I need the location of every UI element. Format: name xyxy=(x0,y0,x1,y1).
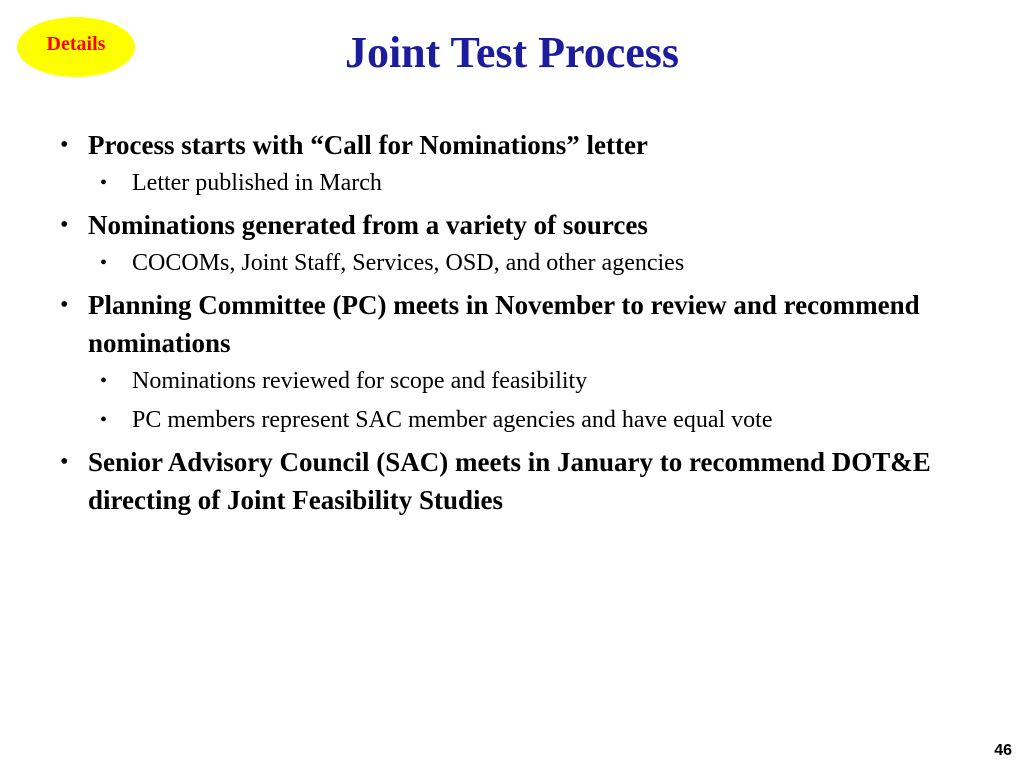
bullet-dot-icon: • xyxy=(60,132,69,158)
sub-bullet-item xyxy=(60,247,960,279)
page-number: 46 xyxy=(994,742,1012,759)
bullet-text: Nominations generated from a variety of sources xyxy=(88,210,648,240)
sub-bullet-item xyxy=(60,404,960,436)
sub-bullet-dot-icon: • xyxy=(100,172,108,194)
sub-bullet-text: COCOMs, Joint Staff, Services, OSD, and other agencies xyxy=(132,250,685,276)
bullet-list xyxy=(60,126,960,519)
sub-bullet-dot-icon: • xyxy=(100,409,108,431)
details-badge-label: Details xyxy=(46,32,106,55)
bullet-dot-icon: • xyxy=(60,449,69,475)
bullet-item xyxy=(60,126,960,164)
bullet-dot-icon: • xyxy=(60,292,69,318)
sub-bullet-text: PC members represent SAC member agencies and have equal vote xyxy=(132,407,773,433)
bullet-item xyxy=(60,443,960,519)
bullet-text: Process starts with “Call for Nominations” letter xyxy=(88,130,648,160)
bullet-text: Senior Advisory Council (SAC) meets in January to recommend DOT&E directing of Joint Feasibility Studies xyxy=(88,447,931,515)
sub-bullet-text: Letter published in March xyxy=(132,170,382,196)
sub-bullet-dot-icon: • xyxy=(100,370,108,392)
sub-bullet-dot-icon: • xyxy=(100,252,108,274)
slide-title: Joint Test Process xyxy=(344,28,680,77)
sub-bullet-text: Nominations reviewed for scope and feasibility xyxy=(132,368,588,394)
bullet-dot-icon: • xyxy=(60,212,69,238)
sub-bullet-item xyxy=(60,365,960,397)
bullet-item xyxy=(60,206,960,244)
bullet-text: Planning Committee (PC) meets in November to review and recommend nominations xyxy=(88,290,920,358)
bullet-item xyxy=(60,286,960,362)
sub-bullet-item xyxy=(60,167,960,199)
